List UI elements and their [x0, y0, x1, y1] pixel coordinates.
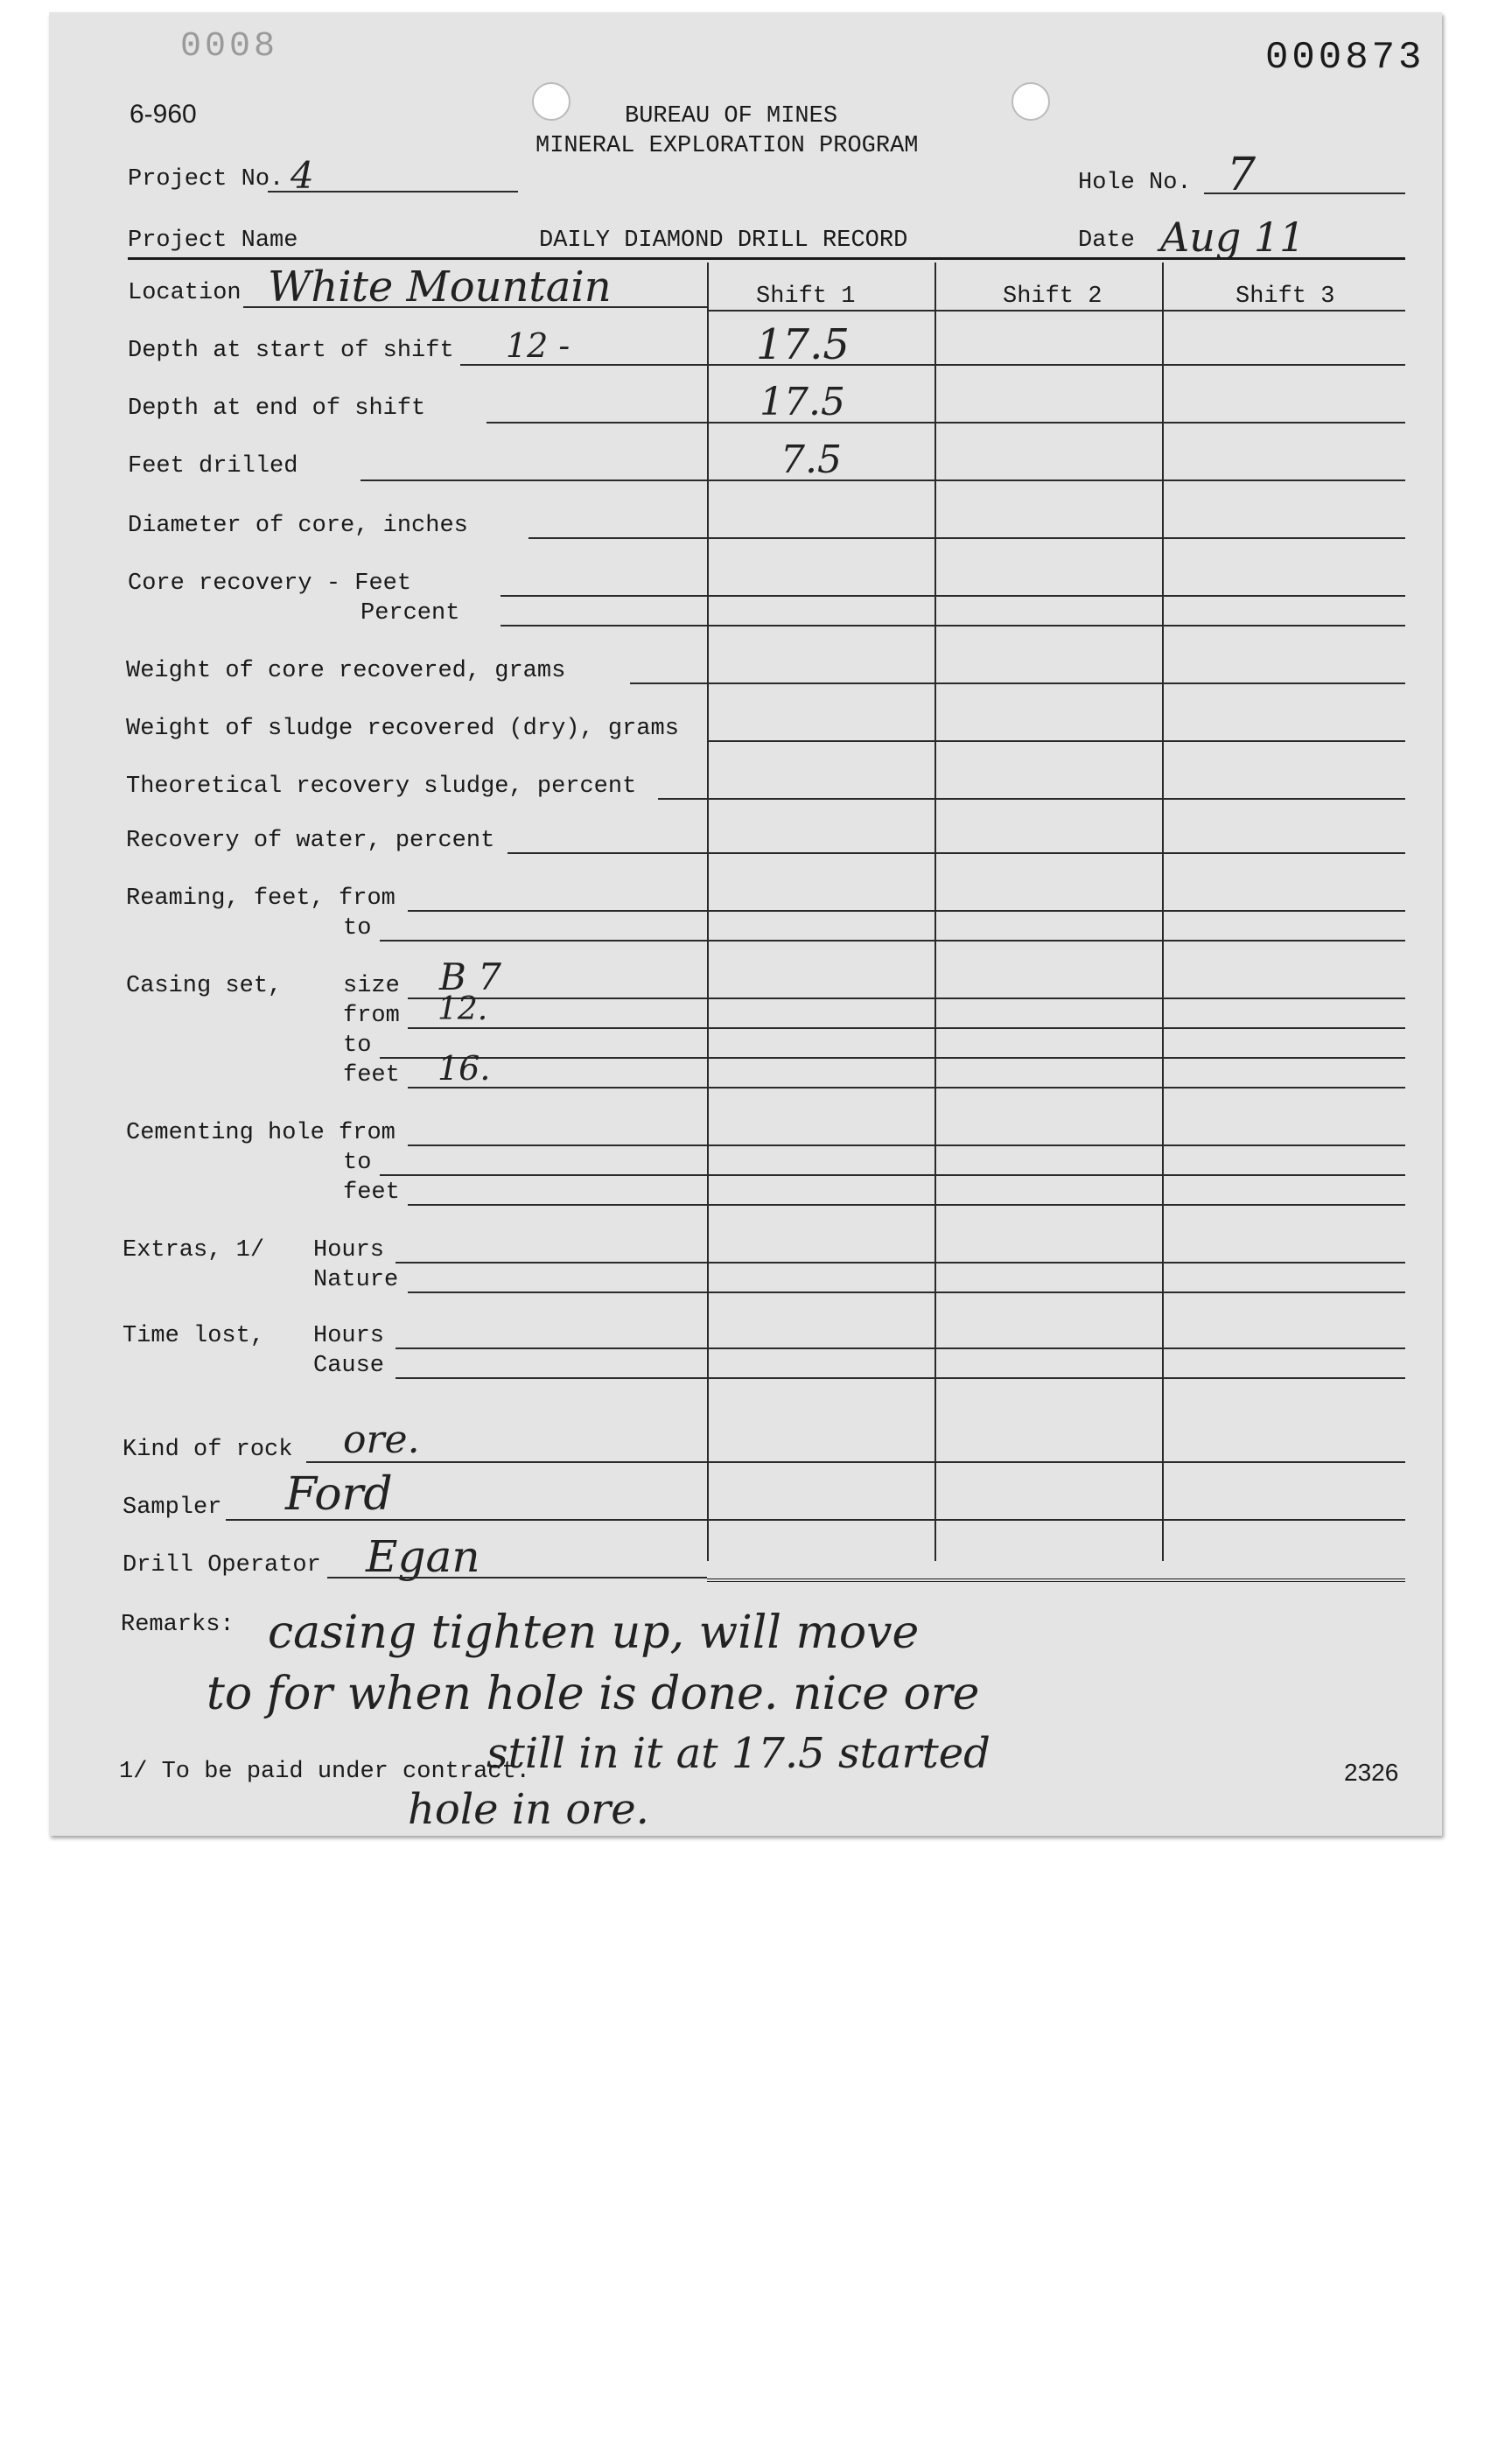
drill-operator-line: [327, 1577, 707, 1578]
depth-start-note: 12 -: [506, 326, 570, 365]
shift3-header: Shift 3: [1236, 284, 1335, 310]
shift-header-line: [707, 310, 1405, 312]
casing-from-label: from: [343, 1003, 400, 1029]
table-bottom-rule: [707, 1578, 1405, 1582]
kind-of-rock-label: Kind of rock: [122, 1437, 293, 1463]
extras-nature-label: Nature: [313, 1267, 399, 1293]
cementing-to-line: [380, 1174, 1405, 1176]
time-lost-label: Time lost,: [122, 1323, 265, 1349]
weight-core-line: [630, 682, 1405, 684]
remarks-line-2: to for when hole is done. nice ore: [206, 1668, 980, 1720]
sampler-line: [226, 1519, 1405, 1521]
project-no-label: Project No.: [128, 166, 284, 192]
depth-end-shift1: 17.5: [760, 380, 845, 424]
drill-operator-value: Egan: [366, 1531, 480, 1582]
casing-feet-line: [408, 1087, 1405, 1088]
reaming-to-label: to: [343, 915, 372, 942]
reaming-from-line: [408, 910, 1405, 912]
depth-start-line: [460, 364, 1405, 366]
time-lost-hours-label: Hours: [313, 1323, 385, 1349]
date-value: Aug 11: [1160, 214, 1306, 261]
extras-label: Extras, 1/: [122, 1237, 265, 1264]
project-no-value: 4: [290, 154, 314, 197]
cementing-feet-line: [408, 1204, 1405, 1206]
theoretical-line: [658, 798, 1405, 800]
shift1-header: Shift 1: [756, 284, 856, 310]
time-lost-cause-line: [396, 1377, 1405, 1379]
stamp-top-left: 0008: [180, 27, 279, 66]
cementing-to-label: to: [343, 1150, 372, 1176]
doc-number: 000873: [1265, 36, 1425, 80]
remarks-line-3: still in it at 17.5 started: [486, 1729, 990, 1778]
depth-start-shift1: 17.5: [756, 320, 850, 369]
diameter-line: [528, 537, 1405, 539]
sampler-value: Ford: [285, 1468, 393, 1521]
diameter-label: Diameter of core, inches: [128, 513, 468, 539]
location-line: [243, 306, 707, 308]
cementing-feet-label: feet: [343, 1180, 400, 1206]
feet-drilled-label: Feet drilled: [128, 453, 298, 480]
shift2-header: Shift 2: [1003, 284, 1102, 310]
percent-label: Percent: [360, 600, 460, 626]
agency-heading: BUREAU OF MINES: [625, 103, 838, 130]
casing-from-line: [408, 1027, 1405, 1029]
reaming-label: Reaming, feet, from: [126, 886, 396, 912]
weight-sludge-line: [707, 740, 1405, 742]
kind-of-rock-line: [306, 1461, 1405, 1463]
weight-sludge-label: Weight of sludge recovered (dry), grams: [126, 716, 679, 742]
sampler-label: Sampler: [122, 1494, 222, 1521]
extras-nature-line: [408, 1292, 1405, 1293]
location-label: Location: [128, 280, 242, 306]
casing-from-value: 12.: [438, 991, 488, 1027]
header-rule: [128, 257, 1405, 260]
depth-end-line: [486, 422, 1405, 424]
project-name-label: Project Name: [128, 228, 298, 254]
time-lost-cause-label: Cause: [313, 1353, 385, 1379]
percent-line: [500, 625, 1405, 626]
remarks-label: Remarks:: [121, 1612, 234, 1638]
theoretical-label: Theoretical recovery sludge, percent: [126, 774, 637, 800]
kind-of-rock-value: ore.: [343, 1418, 420, 1462]
form-title: DAILY DIAMOND DRILL RECORD: [539, 228, 908, 254]
form-sheet: [49, 12, 1442, 1836]
shift1-left-border: [707, 262, 709, 1561]
time-lost-hours-line: [396, 1348, 1405, 1349]
drill-operator-label: Drill Operator: [122, 1552, 321, 1578]
water-label: Recovery of water, percent: [126, 828, 495, 854]
remarks-line-4: hole in ore.: [408, 1785, 649, 1834]
depth-end-label: Depth at end of shift: [128, 396, 426, 422]
hole-no-label: Hole No.: [1078, 170, 1192, 196]
casing-feet-value: 16.: [438, 1049, 491, 1088]
extras-hours-label: Hours: [313, 1237, 385, 1264]
casing-size-line: [408, 998, 1405, 999]
form-number: 6-960: [130, 100, 197, 129]
extras-hours-line: [396, 1262, 1405, 1264]
hole-no-value: 7: [1227, 149, 1256, 201]
punch-hole-right: [1012, 82, 1050, 121]
shift3-left-border: [1162, 262, 1164, 1561]
casing-feet-label: feet: [343, 1062, 400, 1088]
footnote: 1/ To be paid under contract.: [119, 1759, 530, 1785]
reaming-to-line: [380, 940, 1405, 942]
cementing-from-line: [408, 1144, 1405, 1146]
date-label: Date: [1078, 228, 1135, 254]
punch-hole-left: [532, 82, 570, 121]
casing-set-label: Casing set,: [126, 973, 283, 999]
remarks-line-1: casing tighten up, will move: [268, 1606, 920, 1659]
casing-to-line: [380, 1057, 1405, 1059]
feet-drilled-line: [360, 480, 1405, 481]
casing-size-label: size: [343, 973, 400, 999]
casing-to-label: to: [343, 1032, 372, 1059]
page-number: 2326: [1344, 1759, 1399, 1786]
core-recovery-label: Core recovery - Feet: [128, 570, 412, 597]
water-line: [508, 852, 1405, 854]
feet-drilled-shift1: 7.5: [780, 438, 842, 482]
core-recovery-line: [500, 595, 1405, 597]
shift2-left-border: [934, 262, 936, 1561]
program-heading: MINERAL EXPLORATION PROGRAM: [536, 133, 919, 159]
location-value: White Mountain: [268, 262, 612, 312]
depth-start-label: Depth at start of shift: [128, 338, 454, 364]
weight-core-label: Weight of core recovered, grams: [126, 658, 566, 684]
cementing-label: Cementing hole from: [126, 1120, 396, 1146]
casing-size-value: B 7: [439, 956, 501, 998]
